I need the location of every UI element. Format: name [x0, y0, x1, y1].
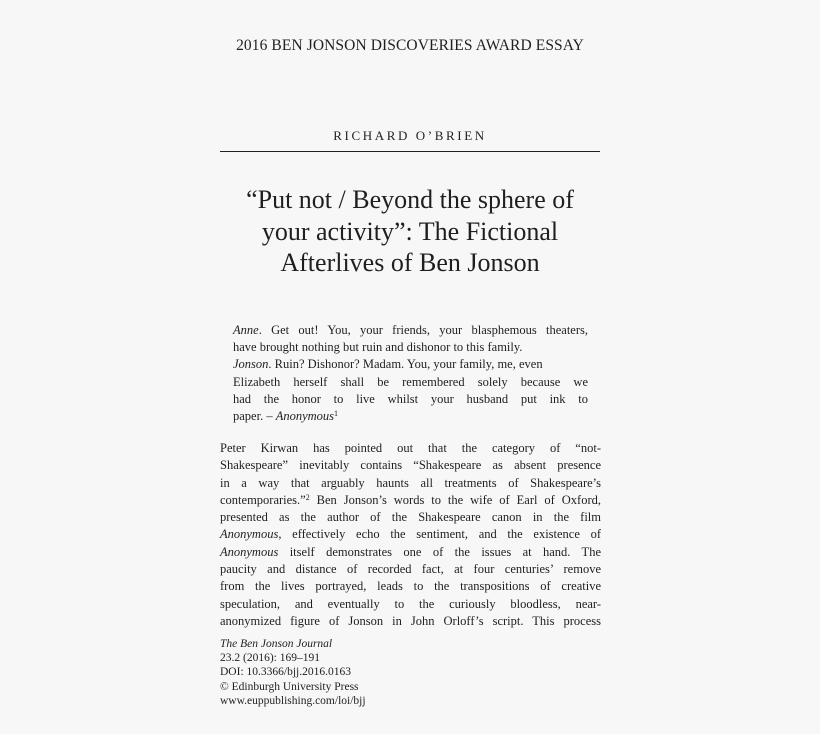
body-line: anonymized figure of Jonson in John Orloff’s script. This process [220, 613, 601, 628]
publisher: © Edinburgh University Press [220, 680, 359, 693]
epigraph-text: have brought nothing but ruin and dishonor to this family. [233, 340, 523, 355]
body-line: Anonymous, effectively echo the sentiment, and the existence of [220, 527, 601, 542]
body-line: contemporaries.”$^2$ Ben Jonson’s words to the wife of Earl of Oxford, [220, 492, 601, 507]
citation-footer [220, 637, 601, 708]
film-title: Anonymous, [220, 527, 282, 542]
body-line: from the lives portrayed, leads to the transpositions of creative [220, 579, 601, 594]
epigraph-text: . Ruin? Dishonor? Madam. You, your family, me, even [268, 357, 543, 372]
series-title: 2016 BEN JONSON DISCOVERIES AWARD ESSAY [236, 37, 584, 54]
epigraph-text: . Get out! You, your friends, your blasphemous theaters, [258, 323, 588, 337]
epigraph-text: Elizabeth herself shall be remembered solely because we [233, 374, 588, 389]
body-line: Peter Kirwan has pointed out that the category of “not- [220, 441, 601, 455]
epigraph [233, 322, 588, 425]
journal-citation: The Ben Jonson Journal 23.2 (2016): 169–191 [220, 638, 333, 665]
doi: DOI: 10.3366/bjj.2016.0163 [220, 666, 351, 679]
body-line: Anonymous itself demonstrates one of the issues at hand. The [220, 544, 601, 559]
film-title: Anonymous [220, 544, 279, 559]
body-text [220, 440, 601, 630]
footnote-marker: 2 [305, 492, 310, 502]
epigraph-speaker-jonson: Jonson [233, 357, 269, 372]
article-title [200, 184, 620, 279]
epigraph-source: Anonymous [275, 409, 335, 424]
epigraph-speaker-anne: Anne [233, 323, 259, 337]
body-line: Shakespeare” inevitably contains “Shakespeare as absent presence [220, 458, 601, 473]
journal-url: www.euppublishing.com/loi/bjj [220, 694, 366, 707]
body-line: paucity and distance of recorded fact, at four centuries’ remove [220, 562, 601, 577]
body-line: in a way that arguably haunts all treatments of Shakespeare’s [220, 475, 601, 490]
footnote-marker: 1 [334, 409, 339, 419]
author-name: RICHARD O’BRIEN [333, 128, 487, 143]
title-line: your activity”: The Fictional [261, 216, 559, 246]
epigraph-text: paper. – [233, 409, 273, 424]
author-rule [220, 151, 600, 152]
title-line: “Put not / Beyond the sphere of [246, 185, 574, 214]
title-line: Afterlives of Ben Jonson [280, 248, 540, 277]
body-line: speculation, and eventually to the curiously bloodless, near- [220, 596, 601, 611]
epigraph-text: had the honor to live whilst your husband put ink to [233, 391, 588, 406]
body-line: presented as the author of the Shakespeare canon in the film [220, 510, 601, 525]
